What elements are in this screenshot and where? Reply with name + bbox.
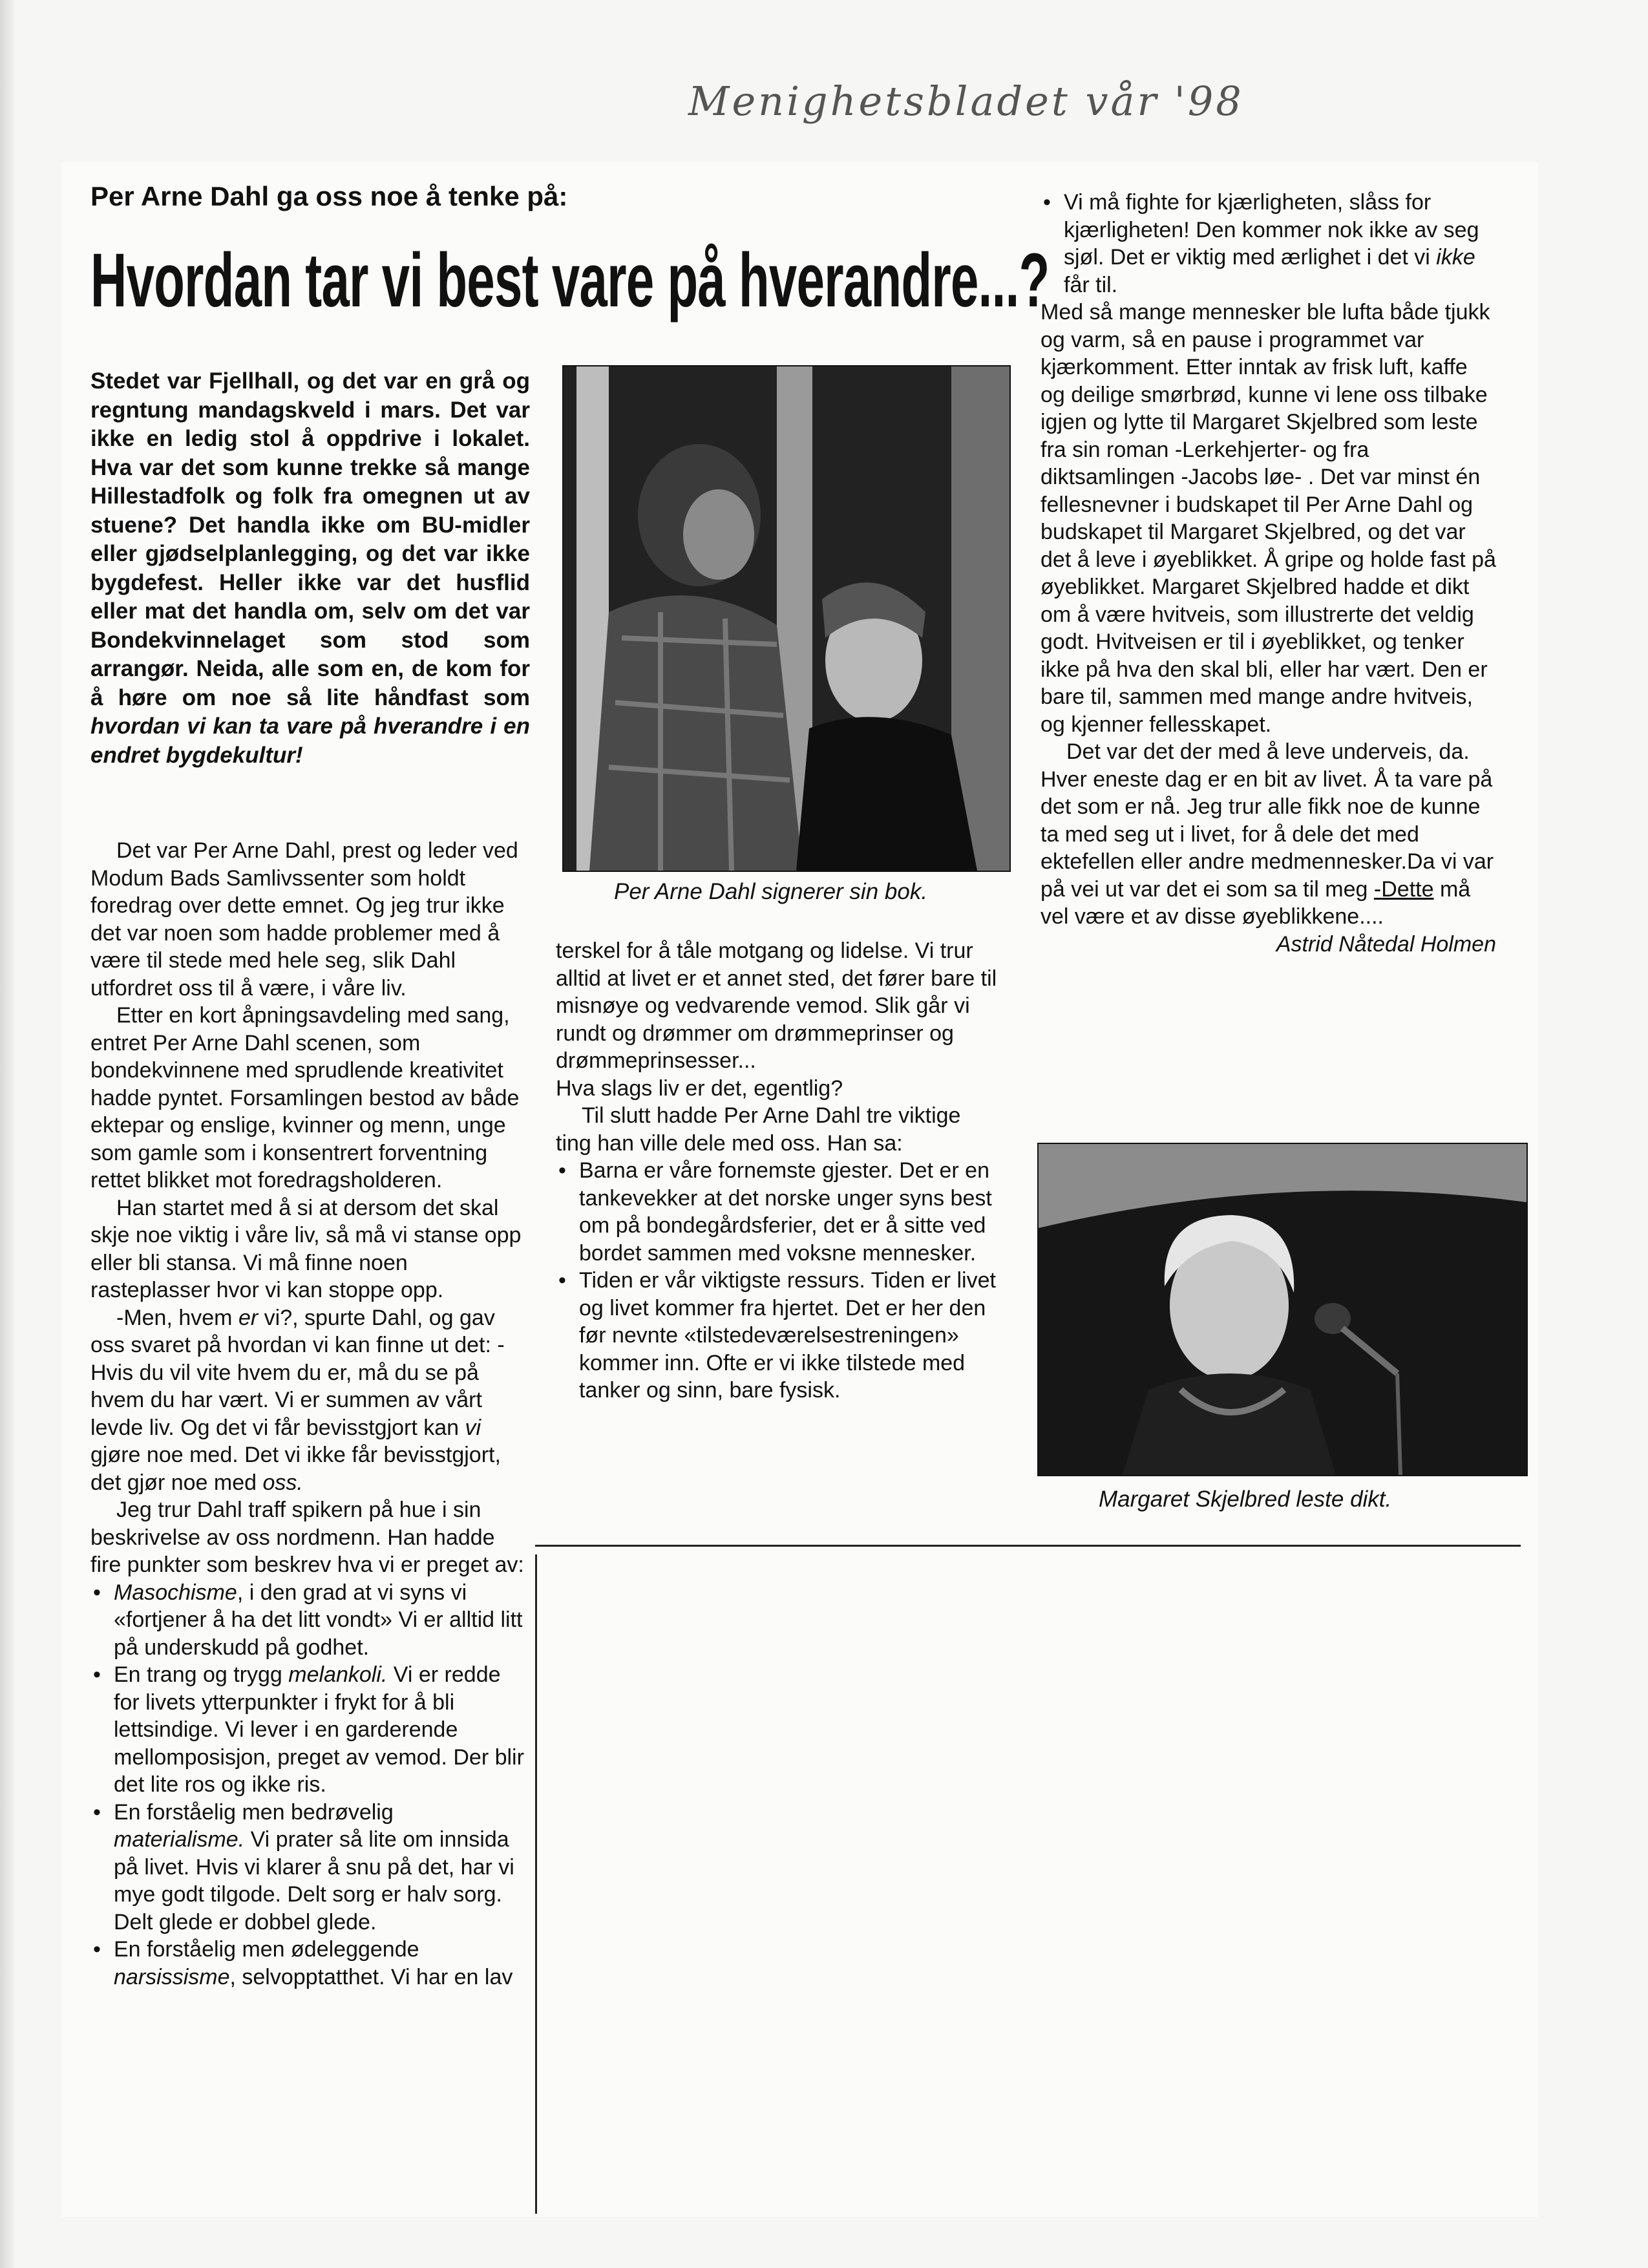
col2-paragraph: Til slutt hadde Per Arne Dahl tre viktige ting han ville dele med oss. Han sa: <box>556 1103 961 1156</box>
text-run: En forståelig men bedrøvelig <box>114 1799 394 1825</box>
text-run: Vi må fighte for kjærligheten, slåss for kjærligheten! Den kommer nok ikke av seg sjøl. Det er viktig med ærlighet i det vi <box>1064 190 1479 270</box>
headline: Hvordan tar vi best vare på hverandre...? <box>90 238 1050 323</box>
photo2-caption: Margaret Skjelbred leste dikt. <box>1099 1487 1392 1512</box>
text-run: gjøre noe med. Det vi ikke får bevisstgjort, det gjør noe med <box>90 1443 501 1495</box>
col3-paragraph <box>1041 738 1496 931</box>
text-run: Masochisme <box>114 1580 237 1605</box>
lead-emphasis: hvordan vi kan ta vare på hverandre i en endret bygdekultur! <box>90 714 530 768</box>
column-2 <box>556 937 1002 1404</box>
col1-paragraph: Jeg trur Dahl traff spikern på hue i sin beskrivelse av oss nordmenn. Han hadde fire punkter som beskrev hva vi er preget av: <box>90 1498 524 1577</box>
divider-horizontal <box>535 1545 1521 1547</box>
text-run: oss. <box>262 1470 303 1495</box>
photo-per-arne-dahl <box>562 365 1011 872</box>
column-3 <box>1041 189 1496 958</box>
text-run: melankoli. <box>288 1662 388 1687</box>
bullet-item <box>90 1799 527 1936</box>
lead-text: Stedet var Fjellhall, og det var en grå og regntung mandagskveld i mars. Det var ikke en ledig stol å oppdrive i lokalet. Hva var det som kunne trekke så mange Hillestadfolk og folk fra omegnen ut av stuene? Det handla ikke om BU-midler eller gjødselplanlegging, og det var ikke bygdefest. Heller ikke var det husflid eller mat det handla om, selv om det var Bondekvinnelaget som stod som arrangør. Neida, alle som en, de kom for å høre om noe så lite håndfast som <box>90 368 530 710</box>
handwritten-note: Menighetsbladet vår '98 <box>688 78 1244 125</box>
text-run: må vel være et av disse øyeblikkene.... <box>1041 876 1471 929</box>
text-run: , i den grad at vi syns vi «fortjener å ha det litt vondt» Vi er alltid litt på underskudd på godhet. <box>114 1580 523 1660</box>
col2-paragraph: terskel for å tåle motgang og lidelse. Vi trur alltid at livet er et annet sted, det fører bare til misnøye og vedvarende vemod. Slik går vi rundt og drømmer om drømmeprinser og drømmeprinsesser... <box>556 938 997 1073</box>
text-run: -Dette <box>1373 876 1434 902</box>
text-run: materialisme. <box>114 1827 245 1852</box>
divider-vertical <box>535 1554 537 2214</box>
text-run: En forståelig men ødeleggende <box>114 1937 419 1962</box>
text-run: vi <box>465 1415 481 1440</box>
bullet-item <box>90 1661 527 1799</box>
photo1-caption: Per Arne Dahl signerer sin bok. <box>614 879 928 904</box>
text-run: får til. <box>1064 272 1118 297</box>
photo-margaret-skjelbred <box>1037 1143 1528 1476</box>
col2-paragraph: Hva slags liv er det, egentlig? <box>556 1076 843 1101</box>
column-1 <box>90 837 527 1991</box>
col3-paragraph: Med så mange mennesker ble lufta både tjukk og varm, så en pause i programmet var kjærkomment. Etter inntak av frisk luft, kaffe og deilige smørbrød, kunne vi lene oss tilbake igjen og lytte til Margaret Skjelbred som leste fra sin roman -Lerkehjerter- og fra diktsamlingen -Jacobs løe- . Det var minst én fellesnevner i budskapet til Per Arne Dahl og budskapet til Margaret Skjelbred, og det var det å leve i øyeblikket. Å gripe og holde fast på øyeblikket. Margaret Skjelbred hadde et dikt om å være hvitveis, som illustrerte det veldig godt. Hvitveisen er til i øyeblikket, og tenker ikke på hva den skal bli, eller har vært. Den er bare til, sammen med mange andre hvitveis, og kjenner fellesskapet. <box>1041 300 1496 737</box>
col1-paragraph: Han startet med å si at dersom det skal skje noe viktig i våre liv, så må vi stanse opp eller bli stansa. Vi må finne noen rasteplasser hvor vi kan stoppe opp. <box>90 1195 522 1302</box>
text-run: En trang og trygg <box>114 1662 289 1687</box>
col1-bullet-list <box>90 1579 527 1991</box>
bullet-item: • Barna er våre fornemste gjester. Det er en tankevekker at det norske unger syns best om på bondegårdsferier, det er å sitte ved bordet sammen med voksne mennesker. <box>556 1157 1002 1267</box>
bullet-item <box>90 1936 527 1991</box>
text-run: ikke <box>1436 245 1475 270</box>
text-run: er <box>238 1305 259 1330</box>
author-signature: Astrid Nåtedal Holmen <box>1276 931 1496 957</box>
col1-paragraph: Etter en kort åpningsavdeling med sang, entret Per Arne Dahl scenen, som bondekvinnene med sprudlende kreativitet hadde pyntet. Forsamlingen bestod av både ektepar og enslige, kvinner og menn, unge som gamle som i konsentrert forventning rettet blikket mot foredragsholderen. <box>90 1003 520 1192</box>
kicker: Per Arne Dahl ga oss noe å tenke på: <box>90 181 568 211</box>
bullet-item <box>90 1579 527 1662</box>
bullet-item <box>1041 189 1496 299</box>
col1-paragraph <box>90 1304 527 1497</box>
col1-paragraph: Det var Per Arne Dahl, prest og leder ved Modum Bads Samlivssenter som holdt foredrag over dette emnet. Og jeg trur ikke det var noen som hadde problemer med å være til stede med hele seg, slik Dahl utfordret oss til å være, i våre liv. <box>90 838 518 1001</box>
text-run: -Men, hvem <box>116 1305 238 1330</box>
text-run: Vi er redde for livets ytterpunkter i frykt for å bli lettsindige. Vi lever i en garderende mellomposisjon, preget av vemod. Der blir det lite ros og ikke ris. <box>114 1662 524 1797</box>
photo-illustration <box>564 366 1009 871</box>
col2-bullet-list <box>556 1157 1002 1404</box>
photo-illustration <box>1039 1144 1527 1475</box>
text-run: Det var det der med å leve underveis, da. Hver eneste dag er en bit av livet. Å ta vare på det som er nå. Jeg trur alle fikk noe de kunne ta med seg ut i livet, for å dele det med ektefellen eller andre medmennesker.Da vi var på vei ut var det ei som sa til meg <box>1041 739 1494 902</box>
bullet-item: • Tiden er vår viktigste ressurs. Tiden er livet og livet kommer fra hjertet. Det er her den før nevnte «tilstedeværelsestreningen» kommer inn. Ofte er vi ikke tilstede med tanker og sinn, bare fysisk. <box>556 1267 1002 1404</box>
col3-bullet-list <box>1041 189 1496 299</box>
scan-edge <box>0 0 14 2268</box>
text-run: , selvopptatthet. Vi har en lav <box>229 1964 513 1989</box>
text-run: narsissisme <box>114 1964 230 1989</box>
text-run: Vi prater så lite om innsida på livet. Hvis vi klarer å snu på det, har vi mye godt tilgode. Delt sorg er halv sorg. Delt glede er dobbel glede. <box>114 1827 514 1934</box>
text-run: vi?, spurte Dahl, og gav oss svaret på hvordan vi kan finne ut det: -Hvis du vil vite hvem du er, må du se på hvem du har vært. Vi er summen av vårt levde liv. Og det vi får bevisstgjort kan <box>90 1305 505 1440</box>
lead-paragraph <box>90 367 530 770</box>
